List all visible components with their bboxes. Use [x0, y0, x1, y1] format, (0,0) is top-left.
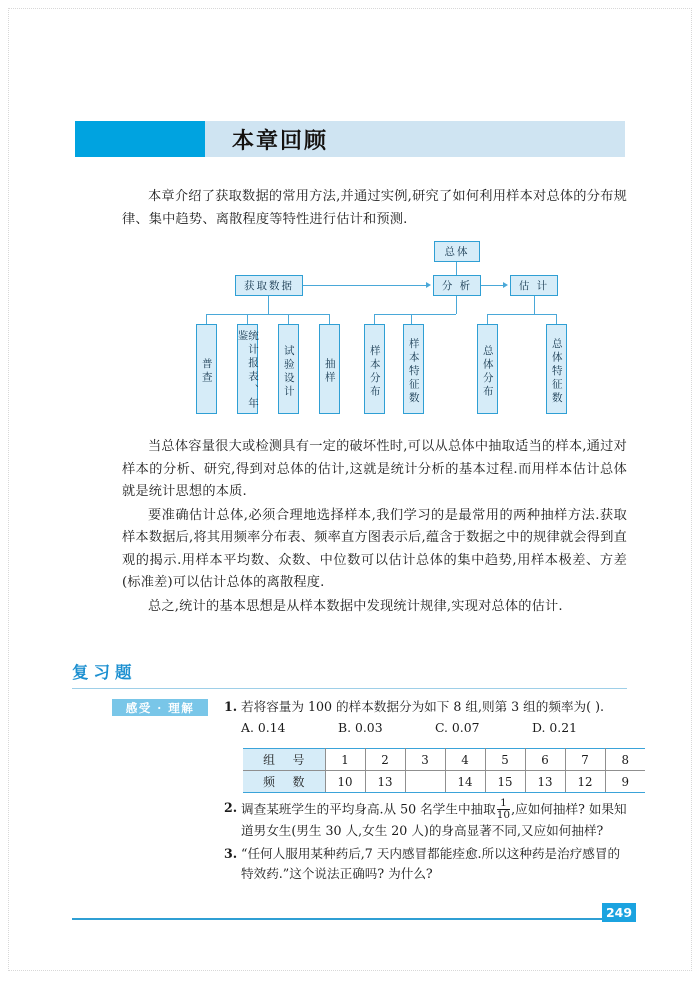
choice-d: D. 0.21 [532, 720, 577, 735]
drop-pop-dist [487, 314, 488, 324]
question-number-3: 3. [224, 846, 238, 862]
stem-analysis [456, 296, 457, 314]
footer-divider [72, 918, 602, 920]
diagram-node-pop-char: 总体特征数 [546, 324, 567, 414]
table-cell-freq-5: 15 [485, 771, 525, 793]
question-1-choices [241, 718, 629, 737]
drop-pop-char [556, 314, 557, 324]
table-cell-freq-4: 14 [445, 771, 485, 793]
page-title: 本章回顾 [232, 127, 329, 154]
question-item-2 [224, 798, 629, 841]
choice-a: A. 0.14 [241, 720, 286, 735]
connector-analysis-estimate [481, 285, 504, 286]
diagram-node-population: 总体 [434, 241, 480, 262]
intro-text [122, 186, 627, 232]
question-item-1 [224, 697, 629, 737]
diagram-node-analysis: 分 析 [433, 275, 481, 296]
table-cell-freq-3 [405, 771, 445, 793]
table-row [243, 771, 645, 793]
diagram-node-sample-char: 样本特征数 [403, 324, 424, 414]
table-rowheader-group: 组 号 [243, 749, 325, 771]
review-divider [72, 688, 627, 689]
table-cell-freq-6: 13 [525, 771, 565, 793]
table-row [243, 749, 645, 771]
question-text-2-after: ,应如何抽样? 如果知道男女生(男生 30 人,女生 20 人)的身高显著不同,又应如何抽样? [241, 801, 627, 839]
table-cell-group-8: 8 [605, 749, 645, 771]
diagram-node-reports: 统计报表、年鉴 [237, 324, 258, 414]
question-text-1: 若将容量为 100 的样本数据分为如下 8 组,则第 3 组的频率为( ). [241, 699, 604, 714]
question-item-3 [224, 844, 629, 884]
diagram-node-get-data: 获取数据 [235, 275, 303, 296]
arrowhead-right-estimate [503, 282, 508, 288]
bus-analysis-ext [411, 314, 414, 315]
table-cell-group-5: 5 [485, 749, 525, 771]
table-cell-group-1: 1 [325, 749, 365, 771]
review-section-heading: 复习题 [72, 663, 137, 682]
paragraph-4: 总之,统计的基本思想是从样本数据中发现统计规律,实现对总体的估计. [148, 598, 563, 614]
table-cell-freq-2: 13 [365, 771, 405, 793]
table-cell-group-3: 3 [405, 749, 445, 771]
paragraph-2: 当总体容量很大或检测具有一定的破坏性时,可以从总体中抽取适当的样本,通过对样本的分析、研究,得到对总体的估计,这就是统计分析的基本过程.而用样本估计总体就是统计思想的本质. [122, 439, 627, 499]
statistics-flow-diagram [196, 241, 596, 416]
diagram-node-sample-dist: 样本分布 [364, 324, 385, 414]
body-text [122, 436, 627, 619]
table-cell-freq-1: 10 [325, 771, 365, 793]
drop-sample-char [411, 314, 412, 324]
paragraph-3: 要准确估计总体,必须合理地选择样本,我们学习的是最常用的两种抽样方法.获取样本数据后,将其用频率分布表、频率直方图表示后,蕴含于数据之中的规律就会得到直观的揭示.用样本平均数、众数、中位数可以估计总体的集中趋势,用样本极差、方差(标准差)可以估计总体的离散程度. [122, 507, 627, 590]
page-number: 249 [602, 903, 636, 922]
stem-getdata [268, 296, 269, 314]
bus-estimate [487, 314, 557, 315]
table-cell-freq-8: 9 [605, 771, 645, 793]
paragraph-1: 本章介绍了获取数据的常用方法,并通过实例,研究了如何利用样本对总体的分布规律、集中趋势、离散程度等特性进行估计和预测. [122, 189, 627, 227]
diagram-node-sampling: 抽样 [319, 324, 340, 414]
banner-color-block [75, 121, 205, 157]
arrowhead-right-analysis [426, 282, 431, 288]
table-cell-freq-7: 12 [565, 771, 605, 793]
table-cell-group-7: 7 [565, 749, 605, 771]
table-rowheader-frequency: 频 数 [243, 771, 325, 793]
question-text-2-before: 调查某班学生的平均身高.从 50 名学生中抽取 [241, 801, 496, 817]
drop-census [206, 314, 207, 324]
table-cell-group-2: 2 [365, 749, 405, 771]
bus-analysis [374, 314, 456, 315]
fraction-denominator: 10 [496, 809, 511, 822]
question-number-1: 1. [224, 699, 238, 714]
choice-c: C. 0.07 [435, 720, 480, 735]
choice-b: B. 0.03 [338, 720, 383, 735]
fraction-one-tenth [497, 798, 510, 821]
drop-experiment [288, 314, 289, 324]
bus-getdata-ext [288, 314, 330, 315]
table-cell-group-4: 4 [445, 749, 485, 771]
table-cell-group-6: 6 [525, 749, 565, 771]
drop-sample-dist [374, 314, 375, 324]
diagram-node-pop-dist: 总体分布 [477, 324, 498, 414]
drop-sampling [329, 314, 330, 324]
review-badge: 感受 · 理解 [112, 699, 208, 716]
drop-reports [247, 314, 248, 324]
question-number-2: 2. [224, 800, 238, 815]
chapter-banner [75, 121, 625, 157]
diagram-node-estimate: 估 计 [510, 275, 558, 296]
fraction-numerator: 1 [500, 797, 507, 809]
question-text-3: “任何人服用某种药后,7 天内感冒都能痊愈.所以这种药是治疗感冒的特效药.”这个说法正确吗? 为什么? [241, 846, 621, 882]
diagram-node-census: 普查 [196, 324, 217, 414]
diagram-node-experiment: 试验设计 [278, 324, 299, 414]
connector-getdata-analysis [303, 285, 427, 286]
frequency-table [243, 748, 645, 793]
stem-estimate [534, 296, 535, 314]
